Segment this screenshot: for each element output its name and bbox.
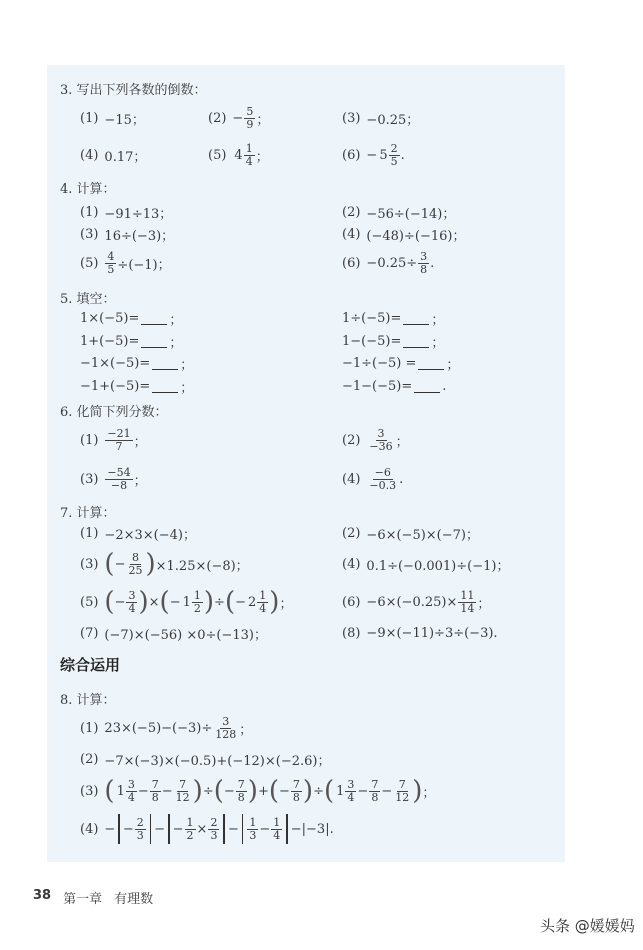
- item-label: (4): [342, 471, 361, 487]
- mixed-whole: 1: [182, 594, 191, 610]
- expression-text: ÷: [214, 594, 225, 610]
- item-label: (4): [80, 821, 99, 837]
- q4-item-5: [80, 248, 171, 278]
- denominator: 5: [107, 262, 115, 276]
- q3-item-6: [342, 140, 405, 170]
- q3-item-1: [80, 103, 145, 133]
- expression-text: ；: [169, 335, 183, 351]
- fraction: [244, 143, 255, 168]
- answer-blank: [418, 357, 444, 370]
- denominator: 128: [215, 727, 237, 741]
- fraction: [126, 552, 144, 577]
- numerator: 4: [107, 249, 115, 263]
- expression-text: .: [400, 147, 405, 163]
- big-paren: (: [104, 549, 115, 579]
- fraction: [126, 590, 137, 615]
- fraction: [105, 251, 116, 276]
- expression-text: −1+(−5)=: [80, 378, 151, 394]
- numerator: 3: [222, 714, 230, 728]
- expression-text: (−48)÷(−16)；: [366, 228, 466, 244]
- denominator: 12: [175, 790, 190, 804]
- expression-text: ×: [148, 594, 160, 610]
- numerator: 1: [249, 815, 257, 829]
- item-label: (2): [342, 525, 361, 541]
- expression-text: −15；: [104, 112, 145, 128]
- item-label: (1): [80, 110, 99, 126]
- item-label: (1): [80, 204, 99, 220]
- q4-item-3: [80, 219, 174, 249]
- absolute-value-bar: [150, 814, 152, 844]
- expression-text: −6×(−0.25)×: [366, 594, 458, 610]
- q3-item-4: [80, 140, 146, 170]
- mixed-whole: 2: [248, 594, 257, 610]
- item-label: (3): [80, 226, 99, 242]
- q7-item-6: [342, 587, 490, 617]
- expression-text: ；: [422, 785, 436, 801]
- denominator: 12: [395, 790, 410, 804]
- q4-item-6: [342, 248, 434, 278]
- expression-text: +: [257, 783, 269, 799]
- expression-text: ；: [180, 357, 194, 373]
- numerator: 1: [259, 588, 267, 602]
- expression-text: ；: [395, 434, 409, 450]
- big-paren: ): [192, 776, 203, 806]
- item-label: (2): [208, 110, 227, 126]
- q8-item-1: [80, 713, 252, 743]
- q8-item-2: [80, 744, 330, 774]
- answer-blank: [141, 312, 167, 325]
- numerator: 7: [398, 777, 406, 791]
- expression-text: −: [172, 821, 184, 837]
- q4-item-4: [342, 219, 465, 249]
- q3-item-3: [342, 103, 419, 133]
- q3-item-5: [208, 140, 269, 170]
- page-number: 38: [33, 888, 52, 903]
- expression-text: −0.25÷: [366, 255, 418, 271]
- expression-text: −56÷(−14)；: [366, 206, 456, 222]
- numerator: −6: [374, 465, 391, 479]
- item-label: (5): [208, 147, 227, 163]
- expression-text: −9×(−11)÷3÷(−3).: [366, 625, 498, 641]
- denominator: 8: [151, 790, 159, 804]
- expression-text: ；: [446, 357, 460, 373]
- numerator: 11: [460, 588, 475, 602]
- answer-blank: [152, 357, 178, 370]
- expression-text: −: [279, 783, 290, 799]
- q6-item-1: [80, 425, 147, 455]
- q7-item-4: [342, 549, 509, 579]
- expression-text: −1×(−5)=: [80, 355, 151, 371]
- expression-text: ；: [239, 722, 253, 738]
- fraction: [208, 817, 219, 842]
- big-paren: ): [302, 776, 314, 806]
- expression-text: −7×(−3)×(−0.5)+(−12)×(−2.6)；: [104, 753, 331, 769]
- big-paren: (: [213, 776, 224, 806]
- numerator: 7: [179, 777, 187, 791]
- denominator: 9: [246, 117, 254, 131]
- fraction: [192, 590, 203, 615]
- denominator: 4: [259, 601, 267, 615]
- big-paren: (: [268, 776, 280, 806]
- expression-text: ÷: [202, 783, 214, 799]
- expression-text: −|−3|.: [290, 821, 334, 837]
- expression-text: −: [161, 783, 173, 799]
- big-paren: ): [412, 776, 423, 806]
- big-paren: ): [203, 587, 215, 617]
- expression-text: −: [366, 147, 378, 163]
- item-label: (5): [80, 255, 99, 271]
- mixed-whole: 4: [234, 147, 243, 163]
- denominator: −8: [110, 478, 128, 492]
- denominator: 8: [371, 790, 379, 804]
- expression-text: −6×(−5)×(−7)；: [366, 527, 479, 543]
- question-3-title: 3. 写出下列各数的倒数：: [60, 82, 207, 98]
- q7-item-8: [342, 618, 498, 648]
- question-6-title: 6. 化简下列分数：: [60, 404, 168, 420]
- numerator: 3: [377, 426, 385, 440]
- expression-text: −: [381, 783, 393, 799]
- expression-text: ；: [255, 149, 269, 165]
- answer-blank: [403, 312, 429, 325]
- page-footer: [33, 888, 153, 907]
- answer-blank: [414, 380, 440, 393]
- big-paren: ): [269, 587, 280, 617]
- denominator: 25: [128, 563, 143, 577]
- expression-text: ÷(−1)；: [117, 257, 171, 273]
- expression-text: −: [223, 783, 235, 799]
- q7-item-2: [342, 518, 479, 548]
- q3-item-2: [208, 103, 269, 133]
- watermark: 头条 @媛媛妈: [540, 917, 635, 935]
- item-label: (2): [80, 751, 99, 767]
- answer-blank: [152, 380, 178, 393]
- numerator: 1: [193, 588, 201, 602]
- fraction: [369, 779, 380, 804]
- expression-text: ；: [256, 112, 270, 128]
- chapter-title: 有理数: [114, 892, 154, 907]
- expression-text: −91÷13；: [104, 206, 173, 222]
- big-paren: (: [323, 776, 335, 806]
- expression-text: 0.17；: [104, 149, 147, 165]
- expression-text: 1÷(−5)=: [342, 310, 402, 326]
- expression-text: −: [114, 594, 126, 610]
- numerator: 5: [246, 104, 254, 118]
- mixed-whole: 1: [336, 783, 345, 799]
- numerator: 1: [273, 815, 281, 829]
- q7-item-7: [80, 618, 267, 648]
- q5-item-8: [342, 371, 446, 401]
- expression-text: ×1.25×(−8)；: [155, 558, 249, 574]
- numerator: 3: [127, 777, 135, 791]
- denominator: 4: [347, 790, 355, 804]
- item-label: (6): [342, 147, 361, 163]
- fraction: [247, 817, 258, 842]
- fraction: [105, 467, 132, 492]
- fraction: [126, 779, 137, 804]
- big-paren: ): [145, 549, 156, 579]
- denominator: 3: [210, 828, 218, 842]
- numerator: 7: [151, 777, 159, 791]
- expression-text: ；: [431, 312, 445, 328]
- big-paren: ): [247, 776, 258, 806]
- item-label: (1): [80, 525, 99, 541]
- fraction: [389, 143, 400, 168]
- expression-text: ；: [431, 335, 445, 351]
- big-paren: (: [224, 587, 236, 617]
- question-7-title: 7. 计算：: [60, 505, 116, 521]
- expression-text: −: [235, 594, 247, 610]
- numerator: 1: [245, 141, 253, 155]
- expression-text: 1×(−5)=: [80, 310, 140, 326]
- big-paren: (: [159, 587, 170, 617]
- denominator: 3: [249, 828, 257, 842]
- answer-blank: [403, 335, 429, 348]
- denominator: 4: [273, 828, 281, 842]
- numerator: 7: [237, 777, 245, 791]
- expression-text: 23×(−5)−(−3)÷: [104, 720, 213, 736]
- item-label: (4): [342, 556, 361, 572]
- numerator: 2: [390, 141, 398, 155]
- fraction: [271, 817, 282, 842]
- expression-text: −: [122, 821, 134, 837]
- expression-text: −: [114, 556, 126, 572]
- absolute-value-bar: [118, 814, 120, 844]
- absolute-value-bar: [168, 814, 170, 844]
- expression-text: 16÷(−3)；: [104, 228, 175, 244]
- item-label: (3): [342, 110, 361, 126]
- fraction: [105, 428, 132, 453]
- question-5-title: 5. 填空：: [60, 291, 116, 307]
- fraction: [244, 106, 255, 131]
- section-heading: 综合运用: [60, 656, 121, 674]
- denominator: 8: [237, 790, 245, 804]
- expression-text: ×: [196, 821, 208, 837]
- q7-item-5: [80, 587, 292, 617]
- expression-text: 0.1÷(−0.001)÷(−1)；: [366, 558, 510, 574]
- q6-item-4: [342, 464, 403, 494]
- item-label: (1): [80, 720, 99, 736]
- item-label: (8): [342, 625, 361, 641]
- item-label: (3): [80, 556, 99, 572]
- denominator: 2: [193, 601, 201, 615]
- fraction: [367, 428, 394, 453]
- item-label: (2): [342, 432, 361, 448]
- fraction: [236, 779, 247, 804]
- fraction: [291, 779, 302, 804]
- answer-blank: [141, 335, 167, 348]
- q6-item-2: [342, 425, 409, 455]
- denominator: −0.3: [369, 478, 397, 492]
- item-label: (6): [342, 255, 361, 271]
- big-paren: (: [104, 587, 115, 617]
- absolute-value-bar: [223, 814, 225, 844]
- denominator: 8: [420, 262, 428, 276]
- numerator: 1: [186, 815, 194, 829]
- denominator: 2: [186, 828, 194, 842]
- expression-text: ；: [279, 596, 293, 612]
- denominator: 7: [115, 439, 123, 453]
- expression-text: −1÷(−5) =: [342, 355, 417, 371]
- expression-text: .: [442, 378, 447, 394]
- expression-text: −: [357, 783, 369, 799]
- expression-text: 1+(−5)=: [80, 333, 140, 349]
- fraction: [174, 779, 192, 804]
- denominator: 4: [128, 601, 136, 615]
- fraction: [185, 817, 196, 842]
- numerator: 7: [292, 777, 300, 791]
- denominator: 14: [460, 601, 475, 615]
- expression-text: −: [227, 821, 239, 837]
- big-paren: (: [104, 776, 115, 806]
- expression-text: ；: [180, 380, 194, 396]
- numerator: −54: [107, 465, 131, 479]
- q7-item-3: [80, 549, 249, 579]
- q7-item-1: [80, 518, 196, 548]
- denominator: 3: [136, 828, 144, 842]
- expression-text: ；: [477, 596, 491, 612]
- expression-text: ；: [133, 434, 147, 450]
- denominator: 4: [127, 790, 135, 804]
- denominator: −36: [369, 439, 393, 453]
- denominator: 8: [292, 790, 300, 804]
- numerator: −21: [107, 426, 131, 440]
- fraction: [345, 779, 356, 804]
- numerator: 3: [347, 777, 355, 791]
- expression-text: −1−(−5)=: [342, 378, 413, 394]
- denominator: 5: [390, 154, 398, 168]
- absolute-value-bar: [242, 814, 244, 844]
- numerator: 7: [371, 777, 379, 791]
- expression-text: −: [104, 821, 116, 837]
- numerator: 2: [210, 815, 218, 829]
- expression-text: .: [430, 255, 435, 271]
- fraction: [150, 779, 161, 804]
- numerator: 3: [420, 249, 428, 263]
- item-label: (3): [80, 783, 99, 799]
- fraction: [257, 590, 268, 615]
- item-label: (1): [80, 432, 99, 448]
- expression-text: ÷: [313, 783, 324, 799]
- denominator: 4: [245, 154, 253, 168]
- fraction: [418, 251, 429, 276]
- q8-item-4: [80, 814, 334, 844]
- fraction: [135, 817, 146, 842]
- fraction: [367, 467, 398, 492]
- fraction: [393, 779, 411, 804]
- expression-text: −2×3×(−4)；: [104, 527, 196, 543]
- mixed-whole: 5: [379, 147, 388, 163]
- item-label: (7): [80, 625, 99, 641]
- item-label: (2): [342, 204, 361, 220]
- fraction: [213, 716, 238, 741]
- numerator: 8: [131, 550, 139, 564]
- mixed-whole: 1: [116, 783, 125, 799]
- expression-text: −: [232, 110, 244, 126]
- expression-text: ；: [133, 473, 147, 489]
- item-label: (5): [80, 594, 99, 610]
- item-label: (6): [342, 594, 361, 610]
- q8-item-3: [80, 776, 435, 806]
- question-8-title: 8. 计算：: [60, 692, 116, 708]
- expression-text: −: [154, 821, 166, 837]
- fraction: [458, 590, 476, 615]
- item-label: (4): [80, 147, 99, 163]
- expression-text: (−7)×(−56) ×0÷(−13)；: [104, 627, 267, 643]
- q6-item-3: [80, 464, 147, 494]
- absolute-value-bar: [286, 814, 288, 844]
- expression-text: .: [399, 471, 404, 487]
- expression-text: −: [259, 821, 271, 837]
- numerator: 2: [136, 815, 144, 829]
- numerator: 3: [128, 588, 136, 602]
- expression-text: −: [137, 783, 149, 799]
- expression-text: 1−(−5)=: [342, 333, 402, 349]
- item-label: (3): [80, 471, 99, 487]
- big-paren: ): [138, 587, 149, 617]
- chapter-label: 第一章: [63, 892, 103, 907]
- expression-text: −: [169, 594, 181, 610]
- expression-text: −0.25；: [366, 112, 420, 128]
- item-label: (4): [342, 226, 361, 242]
- question-4-title: 4. 计算：: [60, 181, 116, 197]
- expression-text: ；: [169, 312, 183, 328]
